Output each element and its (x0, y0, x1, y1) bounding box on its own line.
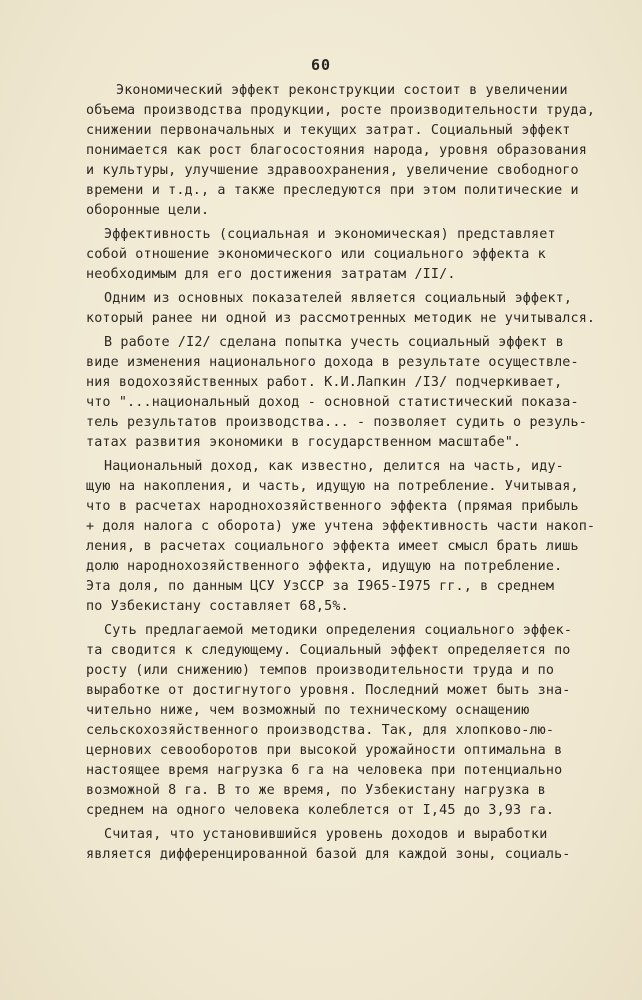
text-line: тель результатов производства... - позволяет судить о резуль- (86, 415, 587, 430)
page-number: 60 (310, 56, 332, 74)
text-line: что "...национальный доход - основной статистический показа- (86, 395, 579, 410)
text-line: Эффективность (социальная и экономическая) представляет (104, 227, 556, 242)
text-line: росту (или снижению) темпов производительности труда и по (86, 663, 555, 678)
text-line: по Узбекистану составляет 68,5%. (86, 599, 349, 614)
text-line: В работе /I2/ сделана попытка учесть социальный эффект в (104, 335, 564, 350)
text-line: является дифференцированной базой для каждой зоны, социаль- (86, 847, 571, 862)
text-line: Одним из основных показателей является социальный эффект, (104, 291, 573, 306)
text-line: возможной 8 га. В то же время, по Узбекистану нагрузка в (86, 783, 546, 798)
text-line: который ранее ни одной из рассмотренных методик не учитывался. (86, 311, 596, 326)
text-line: долю народнохозяйственного эффекта, идущую на потребление. (86, 559, 563, 574)
text-line: виде изменения национального дохода в результате осуществле- (86, 355, 579, 370)
text-line: среднем на одного человека колеблется от I,45 до 3,93 га. (86, 803, 555, 818)
text-line: оборонные цели. (86, 203, 210, 218)
text-line: снижении первоначальных и текущих затрат. Социальный эффект (86, 123, 571, 138)
text-line: ния водохозяйственных работ. К.И.Лапкин /I3/ подчеркивает, (86, 375, 563, 390)
text-line: настоящее время нагрузка 6 га на человека при потенциально (86, 763, 563, 778)
text-line: времени и т.д., а также преследуются при этом политические и (86, 183, 579, 198)
text-line: собой отношение экономического или социального эффекта к (86, 247, 546, 262)
text-line: сельскохозяйственного производства. Так, для хлопково-лю- (86, 723, 555, 738)
text-line: ления, в расчетах социального эффекта имеет смысл брать лишь (86, 539, 579, 554)
text-line: чительно ниже, чем возможный по техническому оснащению (86, 703, 530, 718)
text-line: + доля налога с оборота) уже учтена эффективность части накоп- (86, 519, 596, 534)
text-line: выработке от достигнутого уровня. Последний может быть зна- (86, 683, 571, 698)
text-line: и культуры, улучшение здравоохранения, увеличение свободного (86, 163, 579, 178)
text-line: та сводится к следующему. Социальный эффект определяется по (86, 643, 571, 658)
text-line: щую на накопления, и часть, идущую на потребление. Учитывая, (86, 479, 579, 494)
text-line: Эта доля, по данным ЦСУ УзССР за I965-I975 гг., в среднем (86, 579, 555, 594)
text-line: Экономический эффект реконструкции состоит в увеличении (116, 83, 568, 98)
text-line: Суть предлагаемой методики определения социального эффек- (104, 623, 573, 638)
text-line: цернових севооборотов при высокой урожайности оптимальна в (86, 743, 563, 758)
text-line: необходимым для его достижения затратам /II/. (86, 267, 456, 282)
text-line: Считая, что установившийся уровень доходов и выработки (104, 827, 548, 842)
text-line: Национальный доход, как известно, делится на часть, иду- (104, 459, 564, 474)
text-line: объема производства продукции, росте производительности труда, (86, 103, 596, 118)
text-line: татах развития экономики в государственном масштабе". (86, 435, 522, 450)
text-line: что в расчетах народнохозяйственного эффекта (прямая прибыль (86, 499, 579, 514)
text-line: понимается как рост благосостояния народа, уровня образования (86, 143, 587, 158)
